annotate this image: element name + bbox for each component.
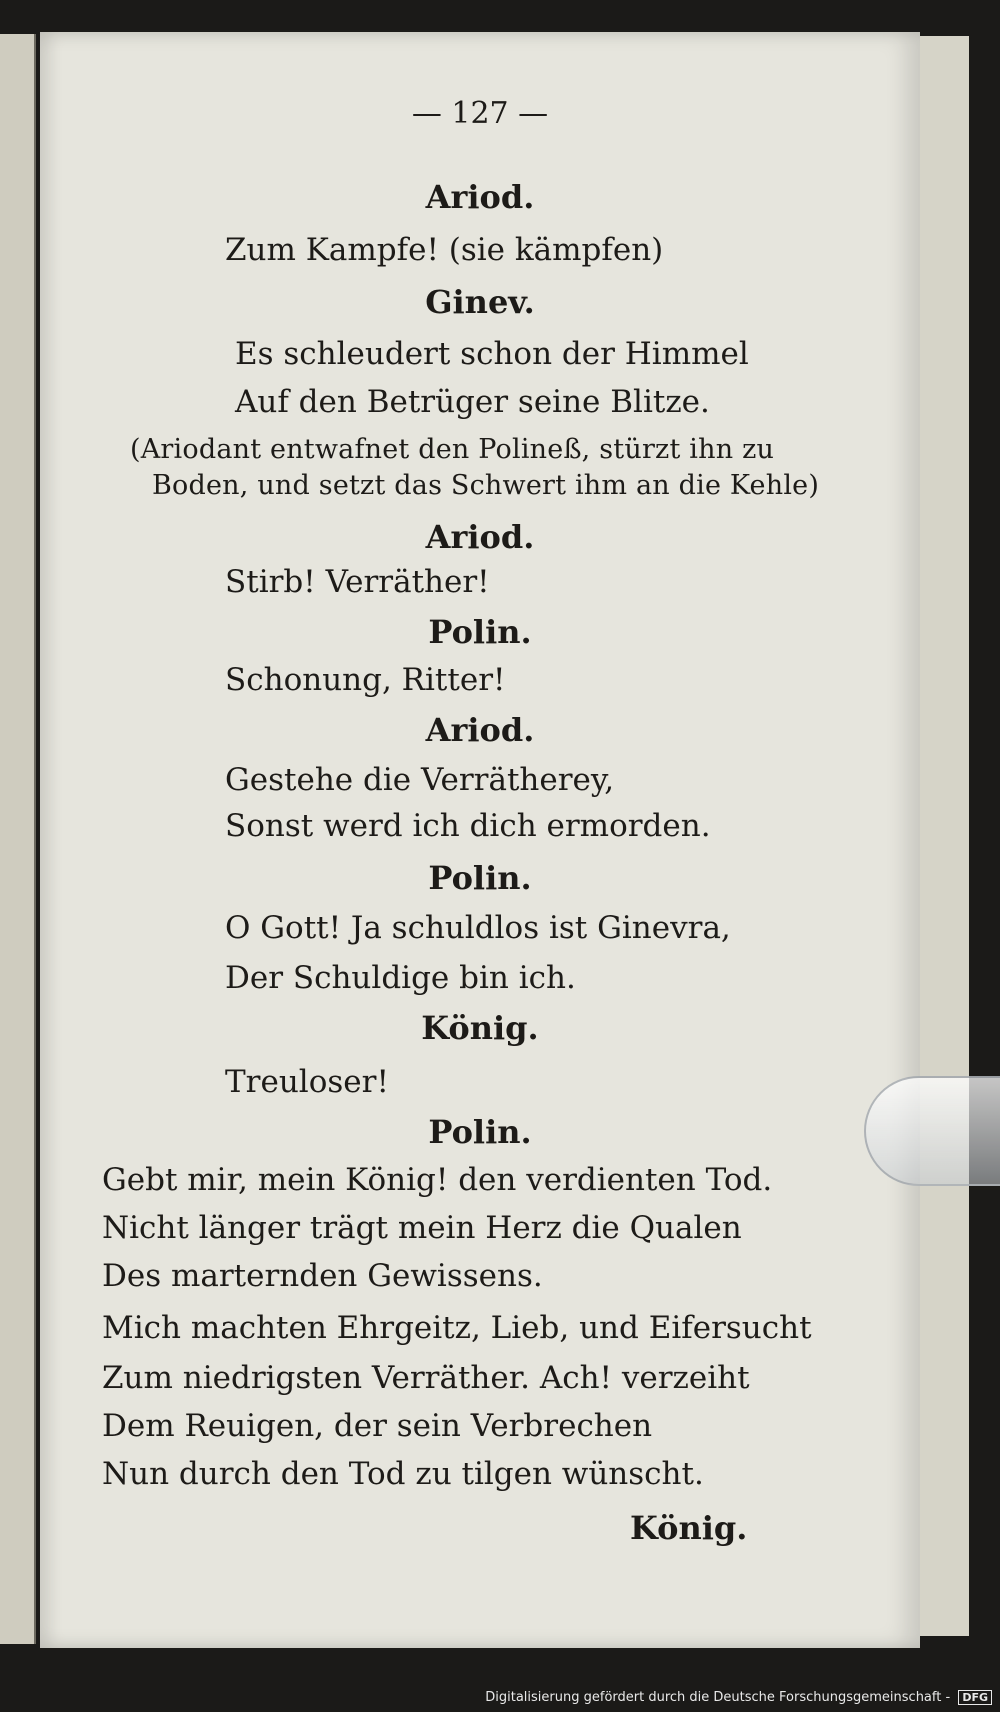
verse-line: Stirb! Verräther! <box>225 564 490 600</box>
verse-line: Zum Kampfe! (sie kämpfen) <box>225 232 664 268</box>
verse-line: Gestehe die Verrätherey, <box>225 762 615 798</box>
right-page-edge <box>918 36 969 1636</box>
page-clip <box>864 1076 1000 1186</box>
book-page <box>40 32 920 1648</box>
speaker-name: König. <box>630 1509 748 1547</box>
footer-credit-text: Digitalisierung gefördert durch die Deutsche Forschungsgemeinschaft - <box>485 1690 951 1705</box>
verse-line: Gebt mir, mein König! den verdienten Tod. <box>102 1162 773 1198</box>
speaker-name: Polin. <box>428 613 532 651</box>
speaker-name: Ariod. <box>425 711 535 749</box>
verse-line: Zum niedrigsten Verräther. Ach! verzeiht <box>102 1360 750 1396</box>
stage-direction: Boden, und setzt das Schwert ihm an die Kehle) <box>152 470 820 501</box>
verse-line: Der Schuldige bin ich. <box>225 960 576 996</box>
verse-line: Nicht länger trägt mein Herz die Qualen <box>102 1210 742 1246</box>
left-page-edge <box>0 34 36 1644</box>
verse-line: Schonung, Ritter! <box>225 662 506 698</box>
verse-line: Auf den Betrüger seine Blitze. <box>235 384 710 420</box>
verse-line: Es schleudert schon der Himmel <box>235 336 749 372</box>
footer-credit <box>485 1690 992 1705</box>
dfg-logo: DFG <box>958 1690 992 1705</box>
speaker-name: Polin. <box>428 1113 532 1151</box>
speaker-name: Ginev. <box>425 283 535 321</box>
verse-line: Mich machten Ehrgeitz, Lieb, und Eifersucht <box>102 1310 812 1346</box>
verse-line: O Gott! Ja schuldlos ist Ginevra, <box>225 910 731 946</box>
speaker-name: Polin. <box>428 859 532 897</box>
verse-line: Nun durch den Tod zu tilgen wünscht. <box>102 1456 704 1492</box>
speaker-name: König. <box>421 1009 539 1047</box>
verse-line: Treuloser! <box>225 1064 389 1100</box>
speaker-name: Ariod. <box>425 178 535 216</box>
speaker-name: Ariod. <box>425 518 535 556</box>
verse-line: Des marternden Gewissens. <box>102 1258 543 1294</box>
verse-line: Sonst werd ich dich ermorden. <box>225 808 711 844</box>
verse-line: Dem Reuigen, der sein Verbrechen <box>102 1408 653 1444</box>
stage-direction: (Ariodant entwafnet den Polineß, stürzt ihn zu <box>130 434 775 465</box>
page-number: — 127 — <box>411 96 549 131</box>
